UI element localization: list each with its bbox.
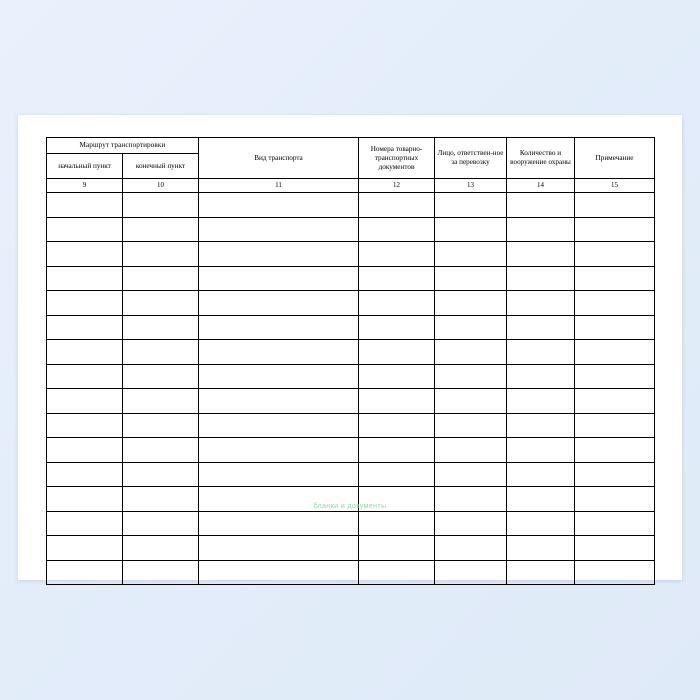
table-cell xyxy=(199,487,359,512)
table-cell xyxy=(359,462,435,487)
table-cell xyxy=(123,217,199,242)
table-cell xyxy=(359,364,435,389)
table-cell xyxy=(359,193,435,218)
header-start-point: начальный пункт xyxy=(47,154,123,179)
table-cell xyxy=(47,560,123,585)
table-cell xyxy=(507,340,575,365)
table-cell xyxy=(435,487,507,512)
table-header xyxy=(47,138,655,193)
table-cell xyxy=(435,291,507,316)
table-row xyxy=(47,487,655,512)
column-number: 12 xyxy=(359,179,435,193)
table-cell xyxy=(359,266,435,291)
table-cell xyxy=(47,217,123,242)
table-cell xyxy=(359,242,435,267)
table-cell xyxy=(575,340,655,365)
table-cell xyxy=(435,315,507,340)
table-cell xyxy=(435,560,507,585)
column-number: 9 xyxy=(47,179,123,193)
table-row xyxy=(47,438,655,463)
table-body xyxy=(47,193,655,585)
table-row xyxy=(47,291,655,316)
table-cell xyxy=(359,340,435,365)
table-cell xyxy=(199,413,359,438)
table-cell xyxy=(123,389,199,414)
table-cell xyxy=(507,315,575,340)
table-cell xyxy=(123,511,199,536)
table-cell xyxy=(575,462,655,487)
table-cell xyxy=(507,217,575,242)
column-number: 14 xyxy=(507,179,575,193)
table-cell xyxy=(507,560,575,585)
table-cell xyxy=(435,364,507,389)
table-cell xyxy=(507,536,575,561)
table-cell xyxy=(575,511,655,536)
table-cell xyxy=(359,536,435,561)
table-cell xyxy=(507,364,575,389)
table-cell xyxy=(435,242,507,267)
table-cell xyxy=(507,193,575,218)
table-cell xyxy=(359,291,435,316)
table-cell xyxy=(47,487,123,512)
table-cell xyxy=(123,315,199,340)
table-row xyxy=(47,217,655,242)
table-cell xyxy=(575,291,655,316)
table-row xyxy=(47,242,655,267)
table-cell xyxy=(435,462,507,487)
header-guard-count: Количество и вооружение охраны xyxy=(507,138,575,179)
table-cell xyxy=(47,364,123,389)
table-cell xyxy=(435,413,507,438)
table-cell xyxy=(199,438,359,463)
table-cell xyxy=(47,242,123,267)
table-cell xyxy=(123,462,199,487)
column-number: 10 xyxy=(123,179,199,193)
table-cell xyxy=(435,266,507,291)
table-cell xyxy=(123,560,199,585)
table-row xyxy=(47,364,655,389)
table-cell xyxy=(507,462,575,487)
table-cell xyxy=(575,413,655,438)
table-cell xyxy=(507,511,575,536)
table-cell xyxy=(359,511,435,536)
table-cell xyxy=(575,560,655,585)
table-cell xyxy=(47,511,123,536)
table-cell xyxy=(435,536,507,561)
table-cell xyxy=(359,413,435,438)
table-cell xyxy=(359,560,435,585)
table-cell xyxy=(123,340,199,365)
table-row xyxy=(47,315,655,340)
table-cell xyxy=(47,413,123,438)
header-end-point: конечный пункт xyxy=(123,154,199,179)
table-cell xyxy=(435,389,507,414)
table-cell xyxy=(575,193,655,218)
table-cell xyxy=(507,266,575,291)
table-row xyxy=(47,511,655,536)
table-cell xyxy=(435,217,507,242)
table-cell xyxy=(575,266,655,291)
table-cell xyxy=(575,315,655,340)
table-cell xyxy=(575,487,655,512)
table-cell xyxy=(199,536,359,561)
table-cell xyxy=(123,364,199,389)
table-cell xyxy=(123,291,199,316)
table-container xyxy=(46,137,654,585)
watermark-text: бланки и документы xyxy=(313,503,387,510)
table-row xyxy=(47,266,655,291)
table-cell xyxy=(199,340,359,365)
header-row-group xyxy=(47,138,655,154)
table-cell xyxy=(359,487,435,512)
header-responsible-person: Лицо, ответствен-ное за перевозку xyxy=(435,138,507,179)
table-cell xyxy=(575,438,655,463)
table-cell xyxy=(359,315,435,340)
table-cell xyxy=(575,536,655,561)
table-cell xyxy=(123,266,199,291)
table-cell xyxy=(47,266,123,291)
document-paper xyxy=(18,115,682,580)
table-row xyxy=(47,560,655,585)
table-cell xyxy=(575,389,655,414)
table-cell xyxy=(47,291,123,316)
column-number: 15 xyxy=(575,179,655,193)
table-cell xyxy=(507,389,575,414)
table-cell xyxy=(199,560,359,585)
table-cell xyxy=(47,340,123,365)
table-cell xyxy=(199,242,359,267)
table-row xyxy=(47,340,655,365)
table-row xyxy=(47,462,655,487)
table-cell xyxy=(47,462,123,487)
table-cell xyxy=(199,364,359,389)
table-cell xyxy=(507,291,575,316)
table-cell xyxy=(123,536,199,561)
table-cell xyxy=(199,511,359,536)
table-row xyxy=(47,389,655,414)
table-cell xyxy=(47,389,123,414)
table-cell xyxy=(199,315,359,340)
table-cell xyxy=(123,487,199,512)
table-cell xyxy=(575,242,655,267)
table-cell xyxy=(123,193,199,218)
table-cell xyxy=(359,389,435,414)
header-route-group: Маршрут транспортировки xyxy=(47,138,199,154)
table-cell xyxy=(199,291,359,316)
table-cell xyxy=(123,413,199,438)
column-number: 13 xyxy=(435,179,507,193)
table-row xyxy=(47,193,655,218)
table-cell xyxy=(435,438,507,463)
table-cell xyxy=(199,389,359,414)
transport-log-table xyxy=(46,137,655,585)
header-note: Примечание xyxy=(575,138,655,179)
table-cell xyxy=(47,193,123,218)
table-cell xyxy=(359,217,435,242)
column-number: 11 xyxy=(199,179,359,193)
table-cell xyxy=(575,364,655,389)
table-row xyxy=(47,536,655,561)
header-transport-type: Вид транспорта xyxy=(199,138,359,179)
table-cell xyxy=(507,413,575,438)
table-cell xyxy=(575,217,655,242)
table-cell xyxy=(123,242,199,267)
table-cell xyxy=(435,511,507,536)
table-cell xyxy=(199,193,359,218)
header-document-numbers: Номера товарно-транспортных документов xyxy=(359,138,435,179)
column-number-row xyxy=(47,179,655,193)
table-cell xyxy=(507,487,575,512)
table-cell xyxy=(47,315,123,340)
table-row xyxy=(47,413,655,438)
table-cell xyxy=(359,438,435,463)
table-cell xyxy=(435,340,507,365)
table-cell xyxy=(47,438,123,463)
table-cell xyxy=(435,193,507,218)
table-cell xyxy=(199,217,359,242)
table-cell xyxy=(507,242,575,267)
table-cell xyxy=(199,266,359,291)
table-cell xyxy=(507,438,575,463)
table-cell xyxy=(123,438,199,463)
table-cell xyxy=(199,462,359,487)
table-cell xyxy=(47,536,123,561)
